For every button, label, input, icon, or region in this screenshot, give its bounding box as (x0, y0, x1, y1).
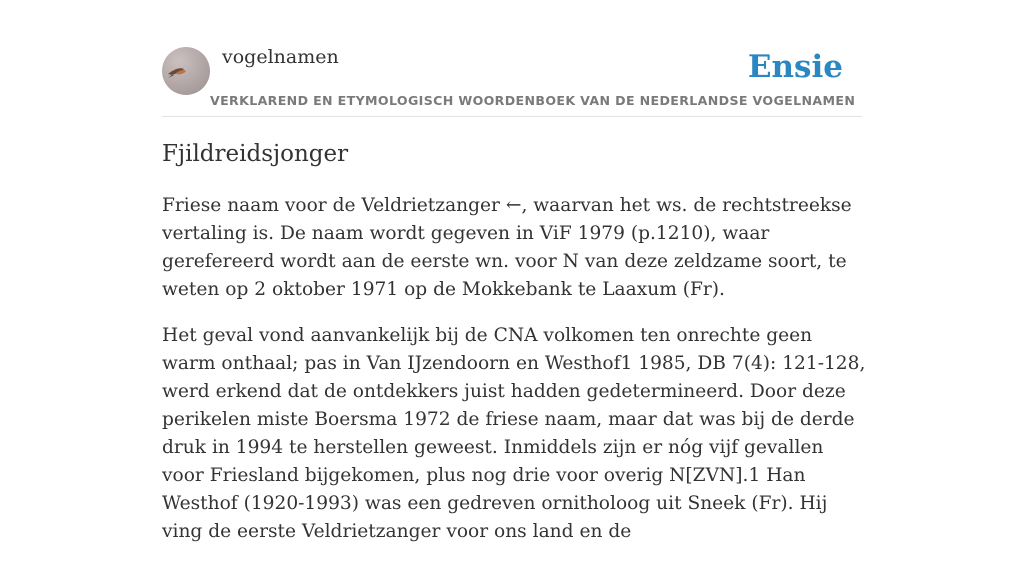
back-arrow-link[interactable]: ← (505, 195, 522, 216)
blog-subtitle: VERKLAREND EN ETYMOLOGISCH WOORDENBOEK VAN DE NEDERLANDSE VOGELNAMEN (210, 93, 856, 108)
bird-icon (162, 47, 210, 95)
ensie-logo[interactable]: Ensie (747, 49, 843, 85)
avatar[interactable] (162, 47, 210, 95)
page (162, 0, 866, 542)
article-body (162, 192, 867, 564)
paragraph-1-text-b: , waarvan het ws. de rechtstreekse vertaling is. De naam wordt gegeven in ViF 1979 (p.1210), waar gerefereerd wordt aan de eerste wn. voor N van deze zeldzame soort, te weten op 2 oktober 1971 op de Mokkebank te Laaxum (Fr). (162, 195, 852, 300)
site-header (162, 0, 862, 117)
paragraph-2: Het geval vond aanvankelijk bij de CNA volkomen ten onrechte geen warm onthaal; pas in Van IJzendoorn en Westhof1 1985, DB 7(4): 121-128, werd erkend dat de ontdekkers juist hadden gedetermineerd. Door deze perikelen miste Boersma 1972 de friese naam, maar dat was bij de derde druk in 1994 te herstellen geweest. Inmiddels zijn er nóg vijf gevallen voor Friesland bijgekomen, plus nog drie voor overig N[ZVN].1 Han Westhof (1920-1993) was een gedreven ornitholoog uit Sneek (Fr). Hij ving de eerste Veldrietzanger voor ons land en de (162, 325, 866, 542)
blog-name[interactable]: vogelnamen (222, 46, 339, 68)
page-title: Fjildreidsjonger (162, 141, 349, 167)
paragraph-1-text-a: Friese naam voor de Veldrietzanger (162, 195, 506, 216)
paragraph-1 (162, 192, 867, 304)
